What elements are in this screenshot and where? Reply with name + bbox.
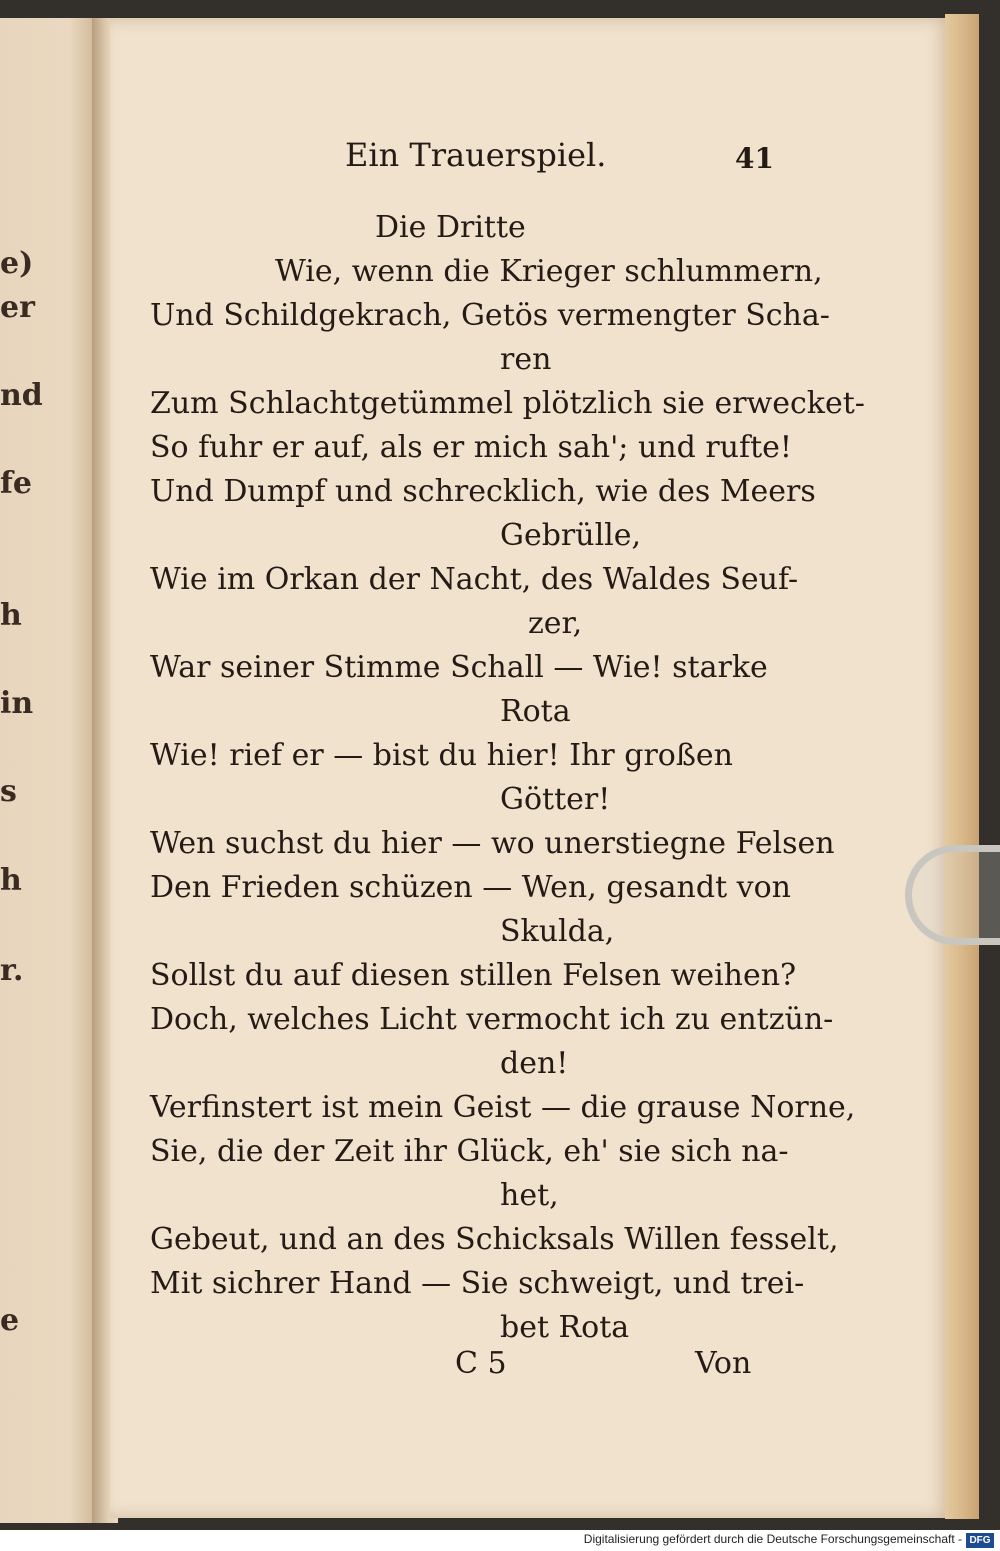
credit-bar xyxy=(0,1530,1000,1551)
verse-line: Sie, die der Zeit ihr Glück, eh' sie sich na- xyxy=(150,1134,789,1169)
verse-line-continuation: den! xyxy=(500,1046,569,1081)
verse-line: Mit sichrer Hand — Sie schweigt, und trei- xyxy=(150,1266,805,1301)
verse-line: Wie, wenn die Krieger schlummern, xyxy=(275,254,823,289)
left-fragment: in xyxy=(0,686,34,721)
verse-line: Und Dumpf und schrecklich, wie des Meers xyxy=(150,474,816,509)
right-page xyxy=(110,18,950,1518)
signature-mark: C 5 xyxy=(455,1346,507,1381)
verse-line: Und Schildgekrach, Getös vermengter Scha- xyxy=(150,298,830,333)
verse-line-continuation: bet Rota xyxy=(500,1310,630,1345)
verse-line-continuation: ren xyxy=(500,342,552,377)
verse-line: War seiner Stimme Schall — Wie! starke xyxy=(150,650,768,685)
verse-line-continuation: Skulda, xyxy=(500,914,615,949)
speaker-heading: Die Dritte xyxy=(375,210,526,245)
page-header xyxy=(110,136,950,186)
left-fragment: e) xyxy=(0,246,34,281)
page-footer xyxy=(110,1346,950,1390)
verse-line: So fuhr er auf, als er mich sah'; und rufte! xyxy=(150,430,792,465)
left-fragment: r. xyxy=(0,953,24,988)
verse-line: Den Frieden schüzen — Wen, gesandt von xyxy=(150,870,792,905)
verse-line: Doch, welches Licht vermocht ich zu entzün- xyxy=(150,1002,834,1037)
verse-line-continuation: Rota xyxy=(500,694,571,729)
verse-line-continuation: Götter! xyxy=(500,782,611,817)
verse-line-continuation: het, xyxy=(500,1178,559,1213)
credit-text: Digitalisierung gefördert durch die Deutsche Forschungsgemeinschaft - xyxy=(583,1532,962,1546)
book-clip xyxy=(905,845,1000,945)
verse-line: Verfinstert ist mein Geist — die grause Norne, xyxy=(150,1090,856,1125)
left-fragment: nd xyxy=(0,378,43,413)
verse-line: Zum Schlachtgetümmel plötzlich sie erwecket- xyxy=(150,386,865,421)
verse-line-continuation: Gebrülle, xyxy=(500,518,642,553)
verse-line-continuation: zer, xyxy=(528,606,583,641)
page-block-edge xyxy=(945,14,979,1519)
left-fragment: fe xyxy=(0,466,32,501)
left-fragment: s xyxy=(0,774,17,809)
left-fragment: h xyxy=(0,598,22,633)
left-page-edge xyxy=(0,18,98,1523)
verse-line: Wie! rief er — bist du hier! Ihr großen xyxy=(150,738,733,773)
left-fragment: e xyxy=(0,1303,20,1338)
page-number: 41 xyxy=(735,142,774,175)
verse-line: Wen suchst du hier — wo unerstiegne Felsen xyxy=(150,826,835,861)
left-fragment: h xyxy=(0,863,22,898)
verse-line: Gebeut, und an des Schicksals Willen fesselt, xyxy=(150,1222,839,1257)
catchword: Von xyxy=(695,1346,752,1381)
verse-line: Wie im Orkan der Nacht, des Waldes Seuf- xyxy=(150,562,799,597)
dfg-logo-icon: DFG xyxy=(966,1533,994,1548)
left-fragment: er xyxy=(0,290,35,325)
verse-text xyxy=(150,206,865,1350)
verse-line: Sollst du auf diesen stillen Felsen weihen? xyxy=(150,958,797,993)
running-title: Ein Trauerspiel. xyxy=(345,136,607,174)
